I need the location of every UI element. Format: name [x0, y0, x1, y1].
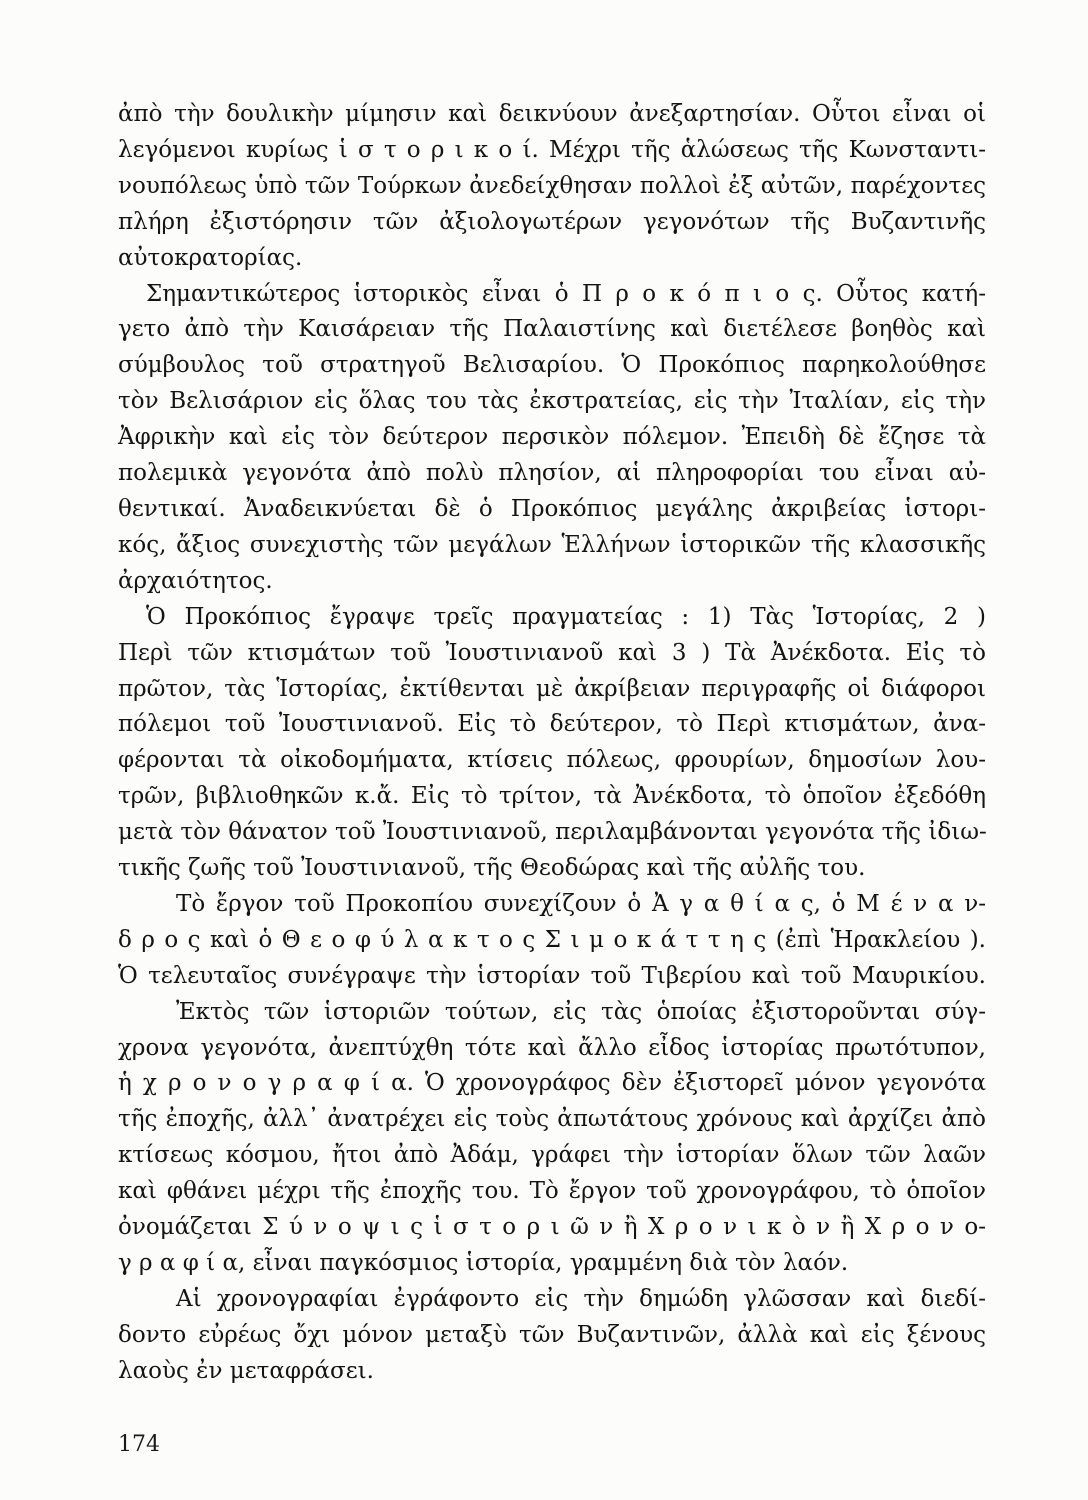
text-line: δοντο εὐρέως ὄχι μόνον μεταξὺ τῶν Βυζαντινῶν, ἀλλὰ καὶ εἰς ξένους [118, 1321, 986, 1348]
text-line: Τὸ ἔργον τοῦ Προκοπίου συνεχίζουν ὁ Ἀ γ α θ ί α ς, ὁ Μ έ ν α ν- [176, 890, 986, 917]
text-line: πρῶτον, τὰς Ἱστορίας, ἐκτίθενται μὲ ἀκρίβειαν περιγραφῆς οἱ διάφοροι [118, 675, 986, 702]
body-text [118, 97, 986, 1390]
text-line: χρονα γεγονότα, ἀνεπτύχθη τότε καὶ ἄλλο εἶδος ἱστορίας πρωτότυπον, [118, 1034, 986, 1061]
text-line: τρῶν, βιβλιοθηκῶν κ.ἄ. Εἰς τὸ τρίτον, τὰ Ἀνέκδοτα, τὸ ὁποῖον ἐξεδόθη [118, 783, 986, 810]
text-line: τὸν Βελισάριον εἰς ὅλας του τὰς ἐκστρατείας, εἰς τὴν Ἰταλίαν, εἰς τὴν [118, 388, 986, 415]
text-line: ἀρχαιότητος. [118, 567, 273, 594]
text-line: κτίσεως κόσμου, ἤτοι ἀπὸ Ἀδάμ, γράφει τὴν ἱστορίαν ὅλων τῶν λαῶν [118, 1142, 986, 1169]
text-line: Περὶ τῶν κτισμάτων τοῦ Ἰουστινιανοῦ καὶ 3 ) Τὰ Ἀνέκδοτα. Εἰς τὸ [118, 639, 986, 666]
text-line: γ ρ α φ ί α, εἶναι παγκόσμιος ἱστορία, γραμμένη διὰ τὸν λαόν. [118, 1250, 849, 1276]
text-line: τικῆς ζωῆς τοῦ Ἰουστινιανοῦ, τῆς Θεοδώρας καὶ τῆς αὐλῆς του. [118, 855, 866, 882]
text-line: πλήρη ἐξιστόρησιν τῶν ἀξιολογωτέρων γεγονότων τῆς Βυζαντινῆς [118, 208, 986, 235]
text-line: τῆς ἐποχῆς, ἀλλ᾽ ἀνατρέχει εἰς τοὺς ἀπωτάτους χρόνους καὶ ἀρχίζει ἀπὸ [118, 1106, 986, 1133]
text-line: λεγόμενοι κυρίως ἱ σ τ ο ρ ι κ ο ί. Μέχρι τῆς ἁλώσεως τῆς Κωνσταντι- [118, 136, 986, 163]
text-line: κός, ἄξιος συνεχιστὴς τῶν μεγάλων Ἑλλήνων ἱστορικῶν τῆς κλασσικῆς [118, 531, 986, 558]
text-line: πολεμικὰ γεγονότα ἀπὸ πολὺ πλησίον, αἱ πληροφορίαι του εἶναι αὐ- [118, 460, 986, 487]
text-line: Σημαντικώτερος ἱστορικὸς εἶναι ὁ Π ρ ο κ ό π ι ο ς. Οὗτος κατή- [146, 280, 986, 307]
text-line: Ὁ τελευταῖος συνέγραψε τὴν ἱστορίαν τοῦ Τιβερίου καὶ τοῦ Μαυρικίου. [118, 962, 986, 989]
text-line: σύμβουλος τοῦ στρατηγοῦ Βελισαρίου. Ὁ Προκόπιος παρηκολούθησε [118, 352, 986, 379]
text-line: δ ρ ο ς καὶ ὁ Θ ε ο φ ύ λ α κ τ ο ς Σ ι μ ο κ ά τ τ η ς (ἐπὶ Ἡρακλείου ). [118, 926, 986, 953]
text-line: καὶ φθάνει μέχρι τῆς ἐποχῆς του. Τὸ ἔργον τοῦ χρονογράφου, τὸ ὁποῖον [118, 1178, 986, 1205]
text-line: ἡ χ ρ ο ν ο γ ρ α φ ί α. Ὁ χρονογράφος δὲν ἐξιστορεῖ μόνον γεγονότα [118, 1070, 986, 1097]
text-line: φέρονται τὰ οἰκοδομήματα, κτίσεις πόλεως, φρουρίων, δημοσίων λου- [118, 747, 986, 774]
text-line: θεντικαί. Ἀναδεικνύεται δὲ ὁ Προκόπιος μεγάλης ἀκριβείας ἱστορι- [118, 495, 986, 522]
text-line: νουπόλεως ὑπὸ τῶν Τούρκων ἀνεδείχθησαν πολλοὶ ἐξ αὐτῶν, παρέχοντες [118, 172, 986, 199]
text-line: ὀνομάζεται Σ ύ ν ο ψ ι ς ἱ σ τ ο ρ ι ῶ ν ἢ Χ ρ ο ν ι κ ὸ ν ἢ Χ ρ ο ν ο- [118, 1214, 986, 1241]
text-line: αὐτοκρατορίας. [118, 244, 303, 271]
text-line: Ὁ Προκόπιος ἔγραψε τρεῖς πραγματείας : 1) Τὰς Ἱστορίας, 2 ) [146, 603, 986, 630]
text-line: μετὰ τὸν θάνατον τοῦ Ἰουστινιανοῦ, περιλαμβάνονται γεγονότα τῆς ἰδιω- [118, 819, 987, 846]
text-line: γετο ἀπὸ τὴν Καισάρειαν τῆς Παλαιστίνης καὶ διετέλεσε βοηθὸς καὶ [118, 316, 986, 343]
text-line: Αἱ χρονογραφίαι ἐγράφοντο εἰς τὴν δημώδη γλῶσσαν καὶ διεδί- [176, 1285, 986, 1312]
text-line: ἀπὸ τὴν δουλικὴν μίμησιν καὶ δεικνύουν ἀνεξαρτησίαν. Οὗτοι εἶναι οἱ [118, 101, 986, 127]
text-line: Ἀφρικὴν καὶ εἰς τὸν δεύτερον περσικὸν πόλεμον. Ἐπειδὴ δὲ ἔζησε τὰ [118, 424, 986, 451]
text-line: λαοὺς ἐν μεταφράσει. [118, 1357, 374, 1384]
text-line: πόλεμοι τοῦ Ἰουστινιανοῦ. Εἰς τὸ δεύτερον, τὸ Περὶ κτισμάτων, ἀνα- [118, 711, 986, 738]
text-line: Ἐκτὸς τῶν ἱστοριῶν τούτων, εἰς τὰς ὁποίας ἐξιστοροῦνται σύγ- [176, 998, 986, 1025]
page-number: 174 [118, 1432, 160, 1457]
